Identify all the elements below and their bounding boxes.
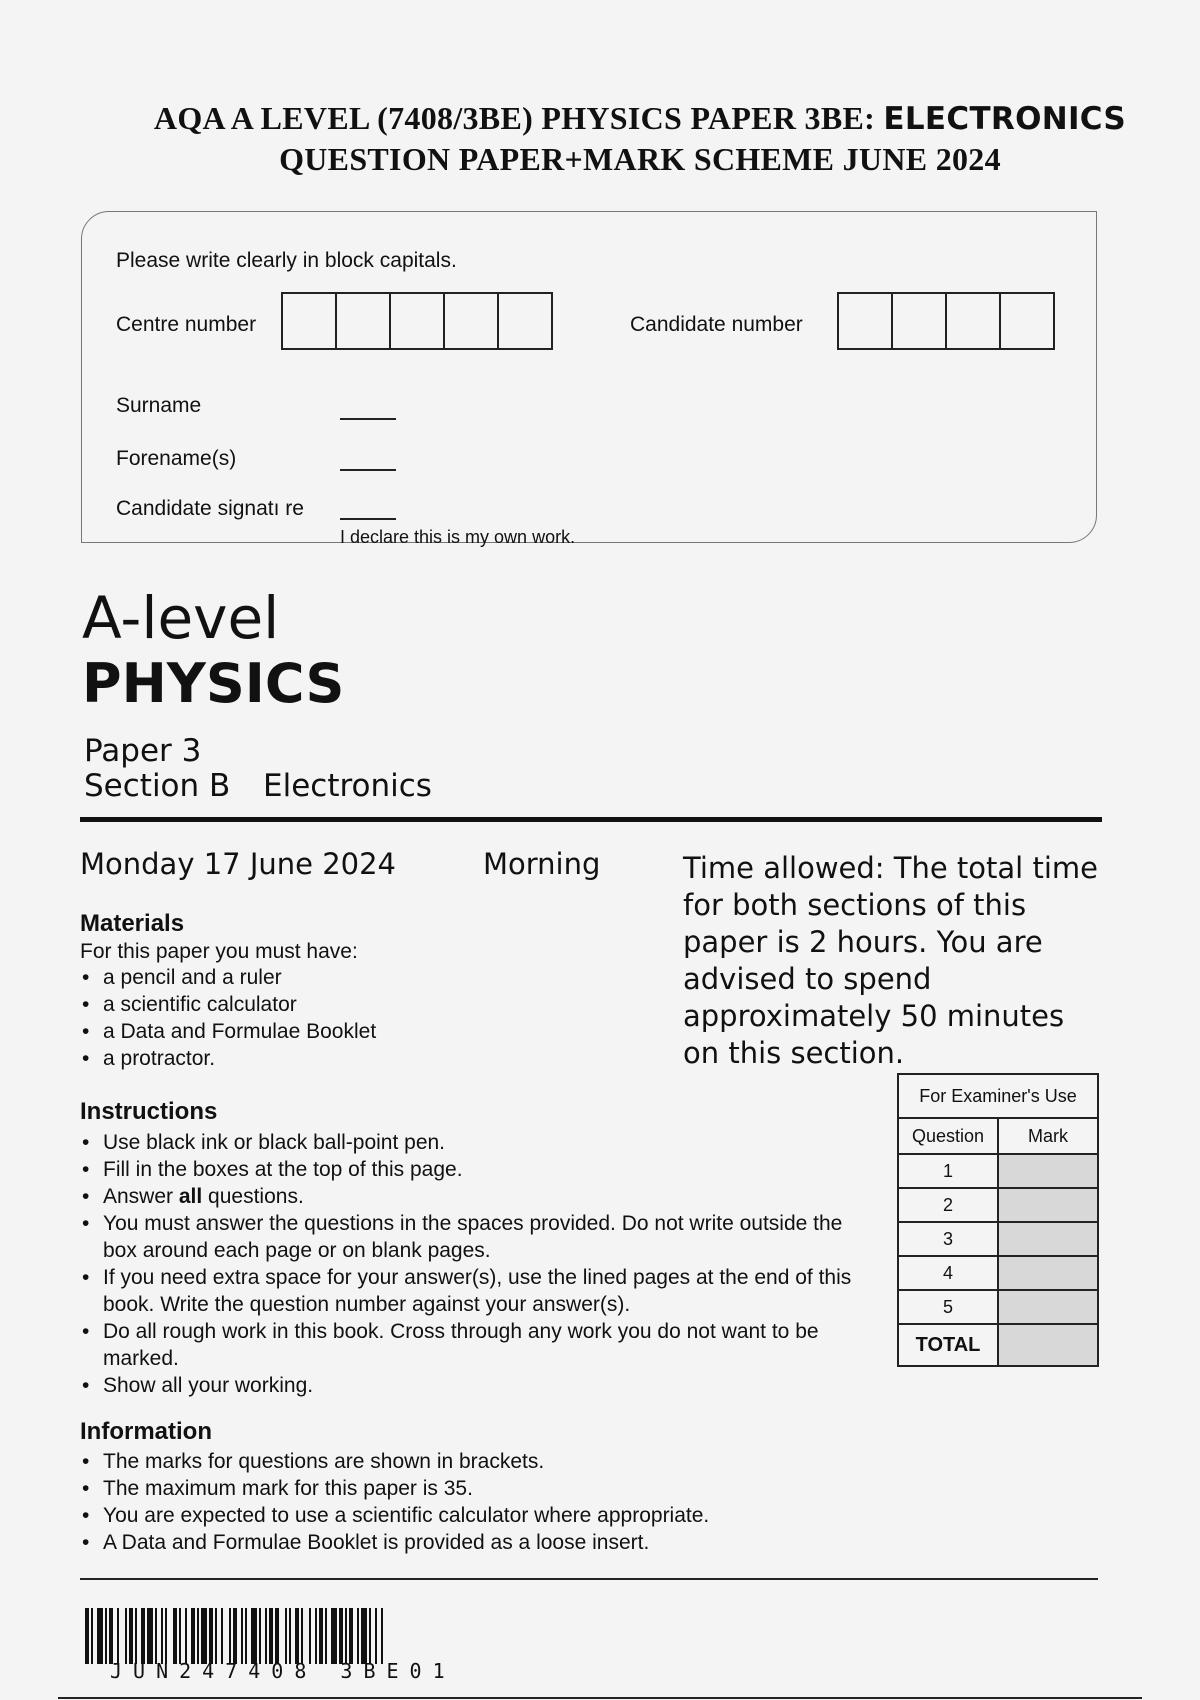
barcode-bar [135,1608,137,1664]
barcode-bar [91,1608,93,1664]
declaration-text: I declare this is my own work. [340,527,576,547]
list-item-text: Answer [103,1185,179,1208]
total-mark-cell [998,1324,1098,1366]
subject-title: PHYSICS [82,652,345,715]
barcode-bar [325,1608,327,1664]
list-item: • If you need extra space for your answer(s), use the lined pages at the end of this book. Write the question number against your answer(s). [80,1264,860,1318]
question-number: 4 [898,1256,998,1290]
barcode-bar [245,1608,247,1664]
section-label: Section B [84,768,231,804]
list-item: • Show all your working. [80,1372,860,1399]
barcode-bar [319,1608,323,1664]
barcode-bar [105,1608,107,1664]
barcode-bar [233,1608,237,1664]
materials-intro: For this paper you must have: [80,940,358,963]
divider [80,1578,1098,1580]
time-allowed: Time allowed: The total time for both sections of this paper is 2 hours. You are advised to spend approximately 50 minutes on this section. [683,851,1098,1070]
centre-number-boxes [283,292,553,350]
materials-list [80,964,720,1072]
question-number: 2 [898,1188,998,1222]
centre-number-digit[interactable] [281,292,337,350]
barcode-bar [85,1608,89,1664]
barcode-bar [185,1608,187,1664]
barcode-bar [241,1608,243,1664]
information-heading: Information [80,1418,212,1445]
candidate-details-box [81,211,1097,547]
question-number: 1 [898,1154,998,1188]
barcode-bar [361,1608,367,1664]
list-item: • You are expected to use a scientific calculator where appropriate. [80,1502,880,1529]
barcode-bar [381,1608,383,1664]
list-item: • You must answer the questions in the spaces provided. Do not write outside the box around each page or on blank pages. [80,1210,860,1264]
barcode-bar [357,1608,359,1664]
barcode-bar [97,1608,103,1664]
centre-number-label: Centre number [116,313,257,336]
barcode-bar [295,1608,299,1664]
mark-cell [998,1154,1098,1188]
barcode-bar [141,1608,145,1664]
section-name: Electronics [263,768,432,804]
candidate-number-label: Candidate number [630,313,803,336]
barcode-bar [275,1608,279,1664]
materials-heading: Materials [80,910,185,937]
barcode-bar [161,1608,163,1664]
list-item: • a pencil and a ruler [80,964,720,991]
candidate-number-digit[interactable] [837,292,893,350]
barcode-bar [221,1608,223,1664]
document-title [0,98,1200,179]
barcode-bar [349,1608,353,1664]
centre-number-digit[interactable] [497,292,553,350]
title-line1-suffix: ELECTRONICS [883,101,1127,137]
mark-cell [998,1256,1098,1290]
instructions-list [80,1129,860,1399]
list-item: • The maximum mark for this paper is 35. [80,1475,880,1502]
signature-label: Candidate signatı re [116,497,304,520]
centre-number-digit[interactable] [335,292,391,350]
emphasis-text: all [178,1185,203,1208]
barcode-bar [201,1608,207,1664]
barcode-bar [209,1608,213,1664]
question-number: 5 [898,1290,998,1324]
examiner-use-table [897,1073,1099,1367]
barcode-bar [265,1608,267,1664]
barcode-bar [109,1608,113,1664]
candidate-number-digit[interactable] [891,292,947,350]
divider [58,1697,1142,1699]
barcode-bar [315,1608,317,1664]
signature-field[interactable] [340,518,396,520]
list-item: • Do all rough work in this book. Cross through any work you do not want to be marked. [80,1318,860,1372]
question-number: 3 [898,1222,998,1256]
question-column-header: Question [898,1118,998,1154]
centre-number-digit[interactable] [443,292,499,350]
divider [80,817,1102,822]
barcode-bar [125,1608,127,1664]
examiner-table-title: For Examiner's Use [898,1074,1098,1118]
forename-label: Forename(s) [116,447,237,470]
barcode-bar [289,1608,291,1664]
surname-label: Surname [116,394,202,417]
block-capitals-instruction: Please write clearly in block capitals. [116,249,457,272]
barcode-bar [339,1608,343,1664]
barcode-image [85,1608,527,1664]
list-item: • a Data and Formulae Booklet [80,1018,720,1045]
barcode-bar [191,1608,195,1664]
barcode-bar [215,1608,217,1664]
barcode-bar [173,1608,177,1664]
barcode-bar [369,1608,371,1664]
barcode-bar [345,1608,347,1664]
list-item [80,1183,860,1210]
title-line1-prefix: AQA A LEVEL (7408/3BE) PHYSICS PAPER 3BE: [153,100,876,136]
barcode-bar [147,1608,153,1664]
list-item: • Fill in the boxes at the top of this page. [80,1156,860,1183]
barcode-bar [155,1608,157,1664]
list-item: • a protractor. [80,1045,720,1072]
barcode-bar [197,1608,199,1664]
information-section [80,1418,880,1556]
barcode-bar [285,1608,287,1664]
mark-cell [998,1222,1098,1256]
mark-cell [998,1188,1098,1222]
instructions-section [80,1098,860,1399]
barcode-bar [259,1608,261,1664]
materials-section [80,910,720,1072]
barcode-bar [269,1608,273,1664]
barcode-bar [251,1608,257,1664]
paper-number: Paper 3 [84,733,202,769]
list-item: • A Data and Formulae Booklet is provided as a loose insert. [80,1529,880,1556]
barcode-bar [165,1608,167,1664]
qualification-level: A-level [82,584,280,652]
candidate-number-digit[interactable] [999,292,1055,350]
barcode-bar [375,1608,377,1664]
barcode-bar [331,1608,337,1664]
list-item: • a scientific calculator [80,991,720,1018]
list-item: • Use black ink or black ball-point pen. [80,1129,860,1156]
barcode-bar [301,1608,303,1664]
centre-number-digit[interactable] [389,292,445,350]
information-list [80,1448,880,1556]
barcode-bar [129,1608,133,1664]
list-item-text: questions. [202,1185,304,1208]
forename-field[interactable] [340,469,396,471]
instructions-heading: Instructions [80,1098,218,1125]
title-line2: QUESTION PAPER+MARK SCHEME JUNE 2024 [279,141,1001,177]
barcode-bar [117,1608,119,1664]
exam-session: Morning [483,847,601,881]
candidate-number-digit[interactable] [945,292,1001,350]
exam-date: Monday 17 June 2024 [80,847,396,881]
barcode-bar [229,1608,231,1664]
total-label: TOTAL [898,1324,998,1366]
barcode-bar [309,1608,311,1664]
list-item: • The marks for questions are shown in brackets. [80,1448,880,1475]
surname-field[interactable] [340,418,396,420]
barcode-bar [179,1608,181,1664]
mark-column-header: Mark [998,1118,1098,1154]
candidate-number-boxes [839,292,1055,350]
barcode-text: JUN247408 3BE01 [110,1659,456,1683]
mark-cell [998,1290,1098,1324]
